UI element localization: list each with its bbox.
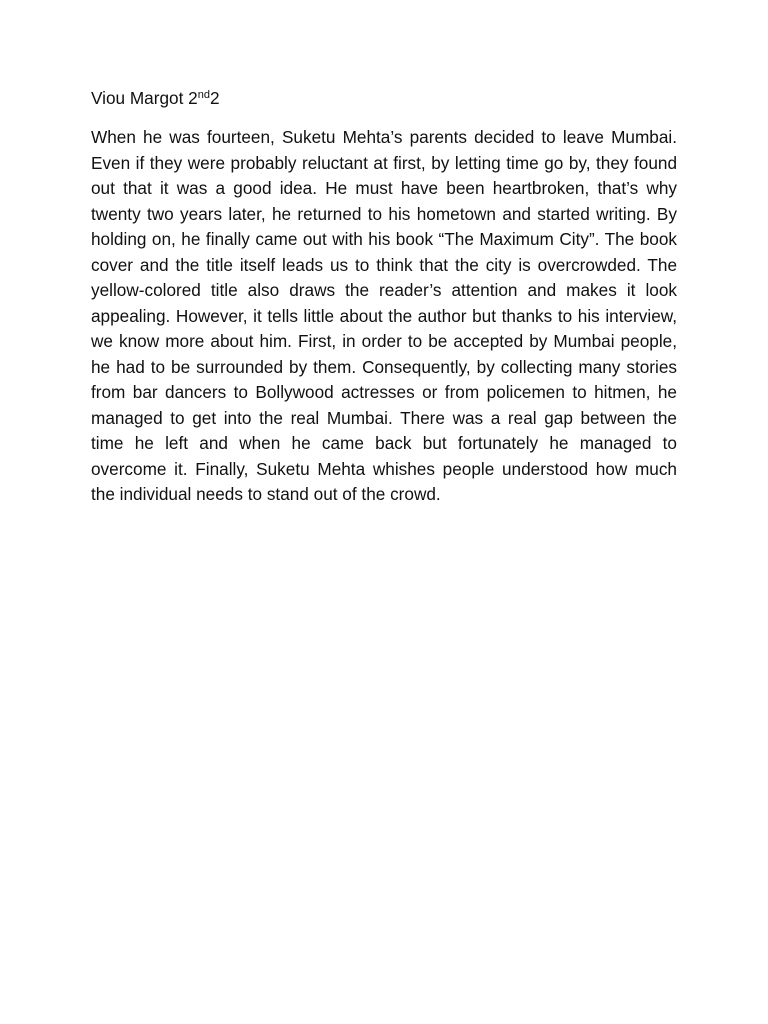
ordinal-superscript: nd [197,89,210,101]
class-number: 2 [209,88,220,108]
document-body [91,86,677,508]
essay-paragraph: When he was fourteen, Suketu Mehta’s parents decided to leave Mumbai. Even if they were probably reluctant at first, by letting time go by, they found out that it was a good idea. He must have been heartbroken, that’s why twenty two years later, he returned to his hometown and started writing. By holding on, he finally came out with his book “The Maximum City”. The book cover and the title itself leads us to think that the city is overcrowded. The yellow-colored title also draws the reader’s attention and makes it look appealing. However, it tells little about the author but thanks to his interview, we know more about him. First, in order to be accepted by Mumbai people, he had to be surrounded by them. Consequently, by collecting many stories from bar dancers to Bollywood actresses or from policemen to hitmen, he managed to get into the real Mumbai. There was a real gap between the time he left and when he came back but fortunately he managed to overcome it. Finally, Suketu Mehta whishes people understood how much the individual needs to stand out of the crowd. [91,127,677,504]
author-heading [91,86,677,111]
author-name: Viou Margot 2 [91,88,198,108]
